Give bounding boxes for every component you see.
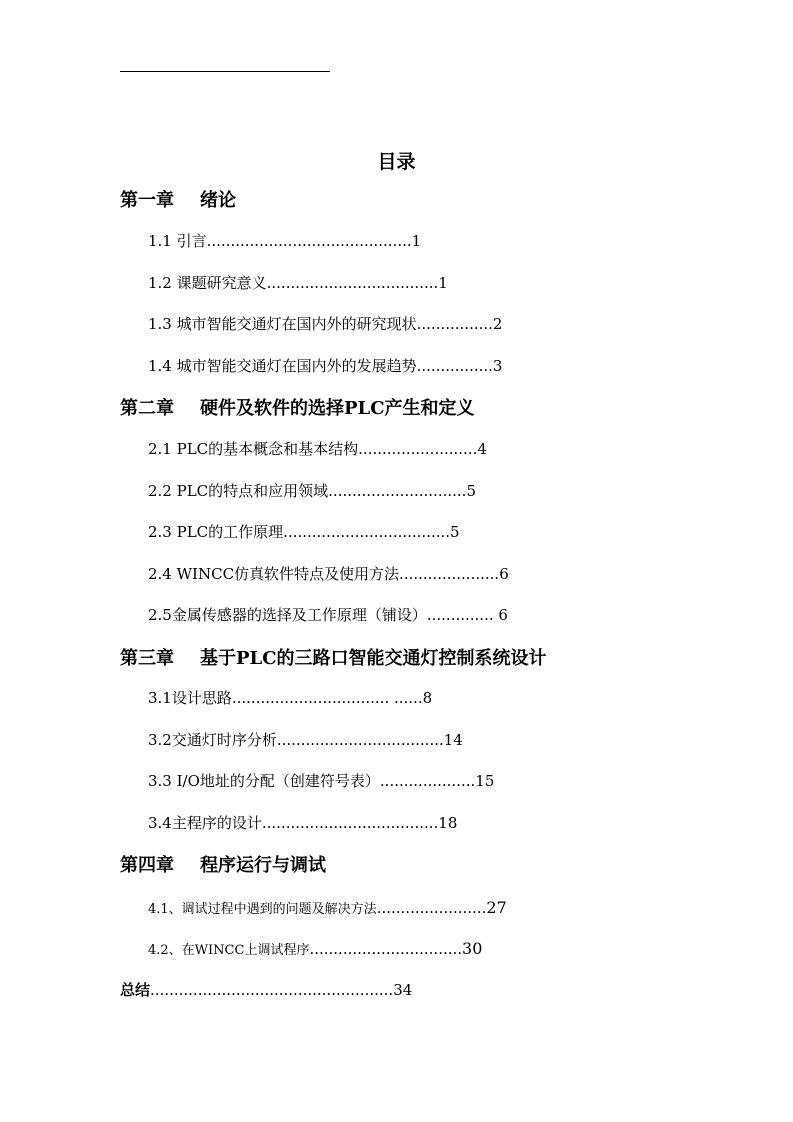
entry-leader: ................................... [283,523,451,541]
entry-leader: ................................. ...... [231,689,423,707]
entry-text: 2.1 PLC的基本概念和基本结构 [148,440,359,458]
chapter-heading [120,192,236,210]
entry-leader: ........................................... [206,232,412,250]
entry-leader: ................ [416,357,493,375]
entry-page: 6 [498,606,508,624]
entry-leader: .............. [426,606,499,624]
entry-leader: ................ [416,315,493,333]
entry-page: 14 [443,731,463,749]
entry-leader: ............................. [328,482,467,500]
entry-text: 2.4 WINCC仿真软件特点及使用方法 [148,565,400,583]
entry-page: 1 [438,274,448,292]
chapter-name: 程序运行与调试 [200,855,326,876]
entry-leader: ................................ [309,940,463,958]
entry-text: 4.1、调试过程中遇到的问题及解决方法 [148,902,377,917]
entry-page: 30 [462,939,483,958]
toc-entry[interactable] [148,816,457,831]
entry-text: 1.1 引言 [148,232,207,250]
entry-page: 5 [450,523,460,541]
entry-page: 2 [492,315,503,333]
toc-entry[interactable] [148,733,463,748]
toc-entry[interactable] [148,608,508,623]
entry-page: 15 [475,772,495,790]
entry-text: 2.2 PLC的特点和应用领域 [148,482,329,500]
entry-text: 4.2、在WINCC上调试程序 [148,943,310,958]
entry-text: 3.3 I/O地址的分配（创建符号表） [148,772,380,790]
toc-entry[interactable] [148,567,509,582]
chapter-label: 第二章 [120,398,174,419]
toc-entry[interactable] [148,525,460,540]
toc-entry-summary[interactable] [120,983,412,998]
toc-title: 目录 [377,151,416,173]
toc-entry[interactable] [148,484,476,499]
entry-page: 18 [438,814,458,832]
chapter-label: 第三章 [120,648,174,669]
chapter-label: 第一章 [120,190,174,211]
header-rule [120,71,330,72]
chapter-heading [120,400,475,418]
entry-page: 5 [466,482,476,500]
entry-leader: ................................... [276,731,444,749]
entry-leader: ..................................... [261,814,439,832]
toc-entry[interactable] [148,359,502,374]
chapter-heading [120,650,547,668]
entry-leader: ......................... [358,440,478,458]
toc-entry[interactable] [148,234,421,249]
chapter-label: 第四章 [120,855,174,876]
entry-text: 2.5金属传感器的选择及工作原理（铺设） [148,606,427,624]
toc-entry[interactable] [148,317,502,332]
entry-text: 3.1设计思路 [148,689,232,707]
entry-page: 34 [393,981,413,999]
toc-entry[interactable] [148,691,432,706]
entry-text: 1.2 课题研究意义 [148,274,267,292]
entry-text: 2.3 PLC的工作原理 [148,523,284,541]
entry-page: 8 [422,689,433,707]
entry-leader: ....................... [376,899,487,917]
chapter-name: 硬件及软件的选择PLC产生和定义 [200,398,475,419]
entry-page: 27 [486,898,507,917]
entry-text: 总结 [120,981,151,999]
toc-entry[interactable] [148,442,487,457]
toc-entry[interactable] [148,774,494,789]
entry-page: 3 [492,357,503,375]
entry-page: 4 [477,440,487,458]
toc-entry[interactable] [148,941,482,957]
toc-entry[interactable] [148,900,507,916]
entry-text: 1.4 城市智能交通灯在国内外的发展趋势 [148,357,417,375]
entry-leader: ................................................... [150,981,394,999]
chapter-heading [120,857,326,875]
entry-leader: .................................... [266,274,439,292]
chapter-name: 绪论 [200,190,236,211]
toc-entry[interactable] [148,276,448,291]
chapter-name: 基于PLC的三路口智能交通灯控制系统设计 [200,648,547,669]
entry-leader: .................... [379,772,476,790]
entry-text: 1.3 城市智能交通灯在国内外的研究现状 [148,315,417,333]
entry-text: 3.2交通灯时序分析 [148,731,277,749]
entry-leader: ..................... [399,565,500,583]
entry-page: 1 [411,232,422,250]
entry-page: 6 [499,565,509,583]
entry-text: 3.4主程序的设计 [148,814,262,832]
